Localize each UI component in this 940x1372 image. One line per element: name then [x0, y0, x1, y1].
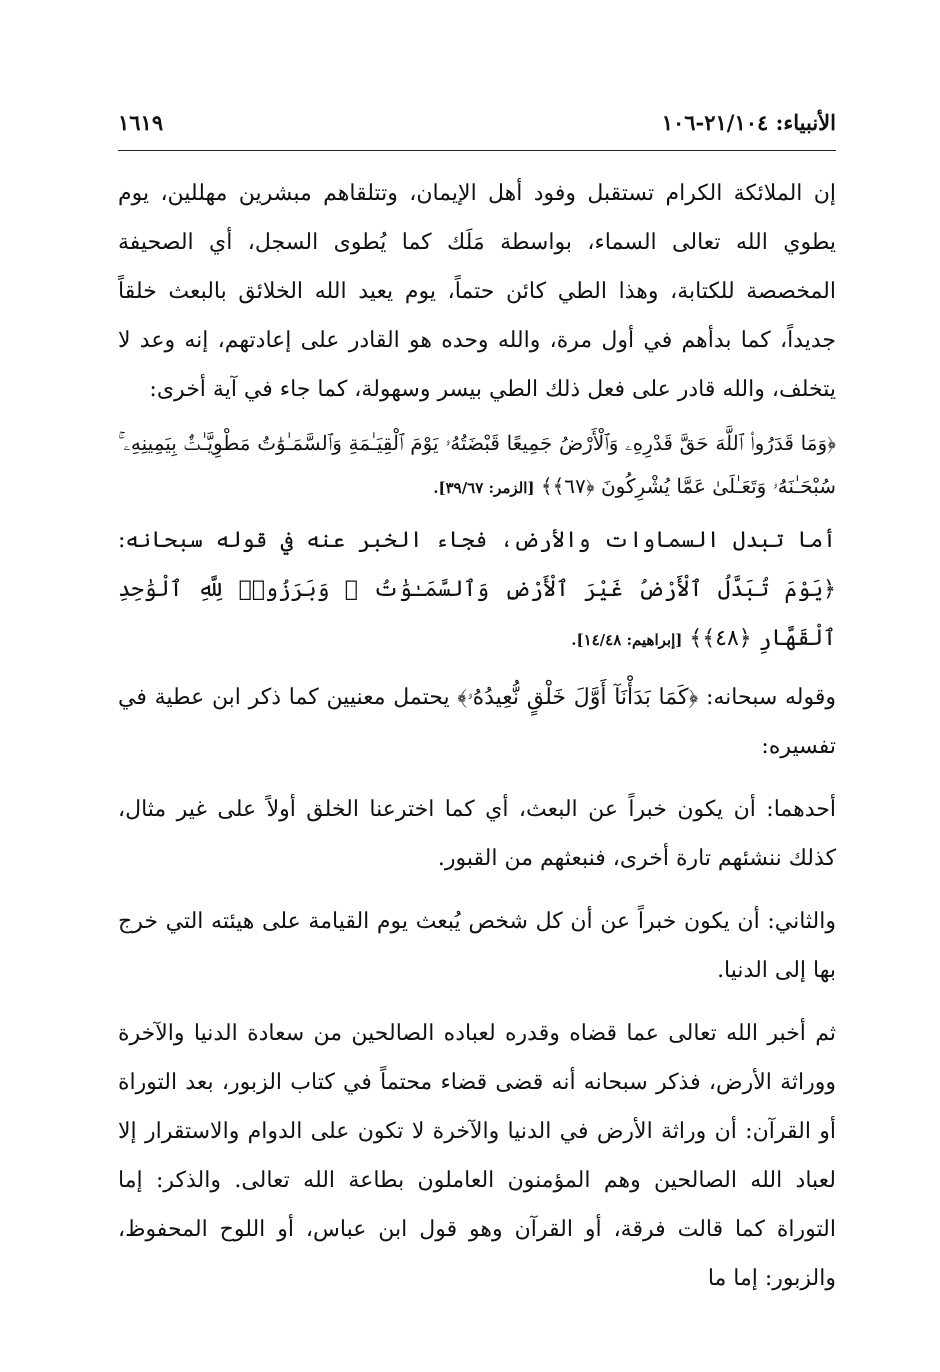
paragraph-3 — [118, 673, 836, 771]
page-header — [118, 110, 836, 148]
paragraph-1: إن الملائكة الكرام تستقبل وفود أهل الإيمان، وتتلقاهم مبشرين مهللين، يوم يطوي الله تعالى السماء، بواسطة مَلَك كما يُطوى السجل، أي الصحيفة المخصصة للكتابة، وهذا الطي كائن حتماً، يوم يعيد الله الخلائق بالبعث خلقاً جديداً، كما بدأهم في أول مرة، والله وحده هو القادر على إعادتهم، إنه وعد لا يتخلف، والله قادر على فعل ذلك الطي بيسر وسهولة، كما جاء في آية أخرى: — [118, 181, 836, 402]
quran-verse: ﴿وَمَا قَدَرُوا۟ ٱللَّهَ حَقَّ قَدْرِهِۦ وَٱلْأَرْضُ جَمِيعًا قَبْضَتُهُۥ يَوْمَ ٱلْقِيَـٰمَةِ وَٱلسَّمَـٰوَٰتُ مَطْوِيَّـٰتٌۢ بِيَمِينِهِۦ ۚ سُبْحَـٰنَهُۥ وَتَعَـٰلَىٰ عَمَّا يُشْرِكُونَ ﴿٦٧﴾﴾ — [118, 431, 836, 498]
paragraph-3-rest: يحتمل معنيين كما ذكر ابن عطية في تفسيره: — [118, 685, 836, 759]
spacer — [118, 665, 836, 673]
quran-verse-ibrahim: ﴿يَوْمَ تُبَدَّلُ ٱلْأَرْضُ غَيْرَ ٱلْأَرْضِ وَٱلسَّمَـٰوَٰتُ ۖ وَبَرَزُوا۟ لِلَّهِ ٱلْوَٰحِدِ ٱلْقَهَّارِ ﴿٤٨﴾﴾ — [118, 577, 836, 651]
page-number: ١٦١٩ — [118, 110, 164, 135]
paragraph-6: ثم أخبر الله تعالى عما قضاه وقدره لعباده الصالحين من سعادة الدنيا والآخرة ووراثة الأرض، فذكر سبحانه أنه قضى قضاء محتماً في كتاب الزبور، بعد التوراة أو القرآن: أن وراثة الأرض في الدنيا والآخرة لا تكون على الدوام والاستقرار إلا لعباد الله الصالحين وهم المؤمنون العاملون بطاعة الله تعالى. والذكر: إما التوراة كما قالت فرقة، أو القرآن وهو قول ابن عباس، أو اللوح المحفوظ، والزبور: إما ما — [118, 1021, 836, 1291]
paragraph-2-text: أما تبدل السماوات والأرض، فجاء الخبر عنه في قوله سبحانه: — [118, 528, 836, 553]
page — [118, 110, 836, 1303]
chapter-title: الأنبياء: ٢١/١٠٤-١٠٦ — [661, 110, 836, 135]
header-divider — [118, 150, 836, 151]
verse-reference: [إبراهيم: ١٤/٤٨]. — [571, 631, 683, 649]
spacer — [118, 995, 836, 1009]
verse-reference: [الزمر: ٣٩/٦٧]. — [433, 479, 535, 497]
quran-verse-anbiya: ﴿كَمَا بَدَأْنَآ أَوَّلَ خَلْقٍ نُّعِيدُهُۥ﴾ — [457, 685, 699, 710]
spacer — [118, 883, 836, 897]
quran-quote-zumar — [118, 422, 836, 510]
paragraph-3-lead: وقوله سبحانه: — [705, 685, 837, 710]
paragraph-4: أحدهما: أن يكون خبراً عن البعث، أي كما اخترعنا الخلق أولاً على غير مثال، كذلك ننشئهم تارة أخرى، فنبعثهم من القبور. — [118, 797, 836, 871]
paragraph-5: والثاني: أن يكون خبراً عن أن كل شخص يُبعث يوم القيامة على هيئته التي خرج بها إلى الدنيا. — [118, 909, 836, 983]
spacer — [118, 771, 836, 785]
paragraph-2 — [118, 516, 836, 665]
